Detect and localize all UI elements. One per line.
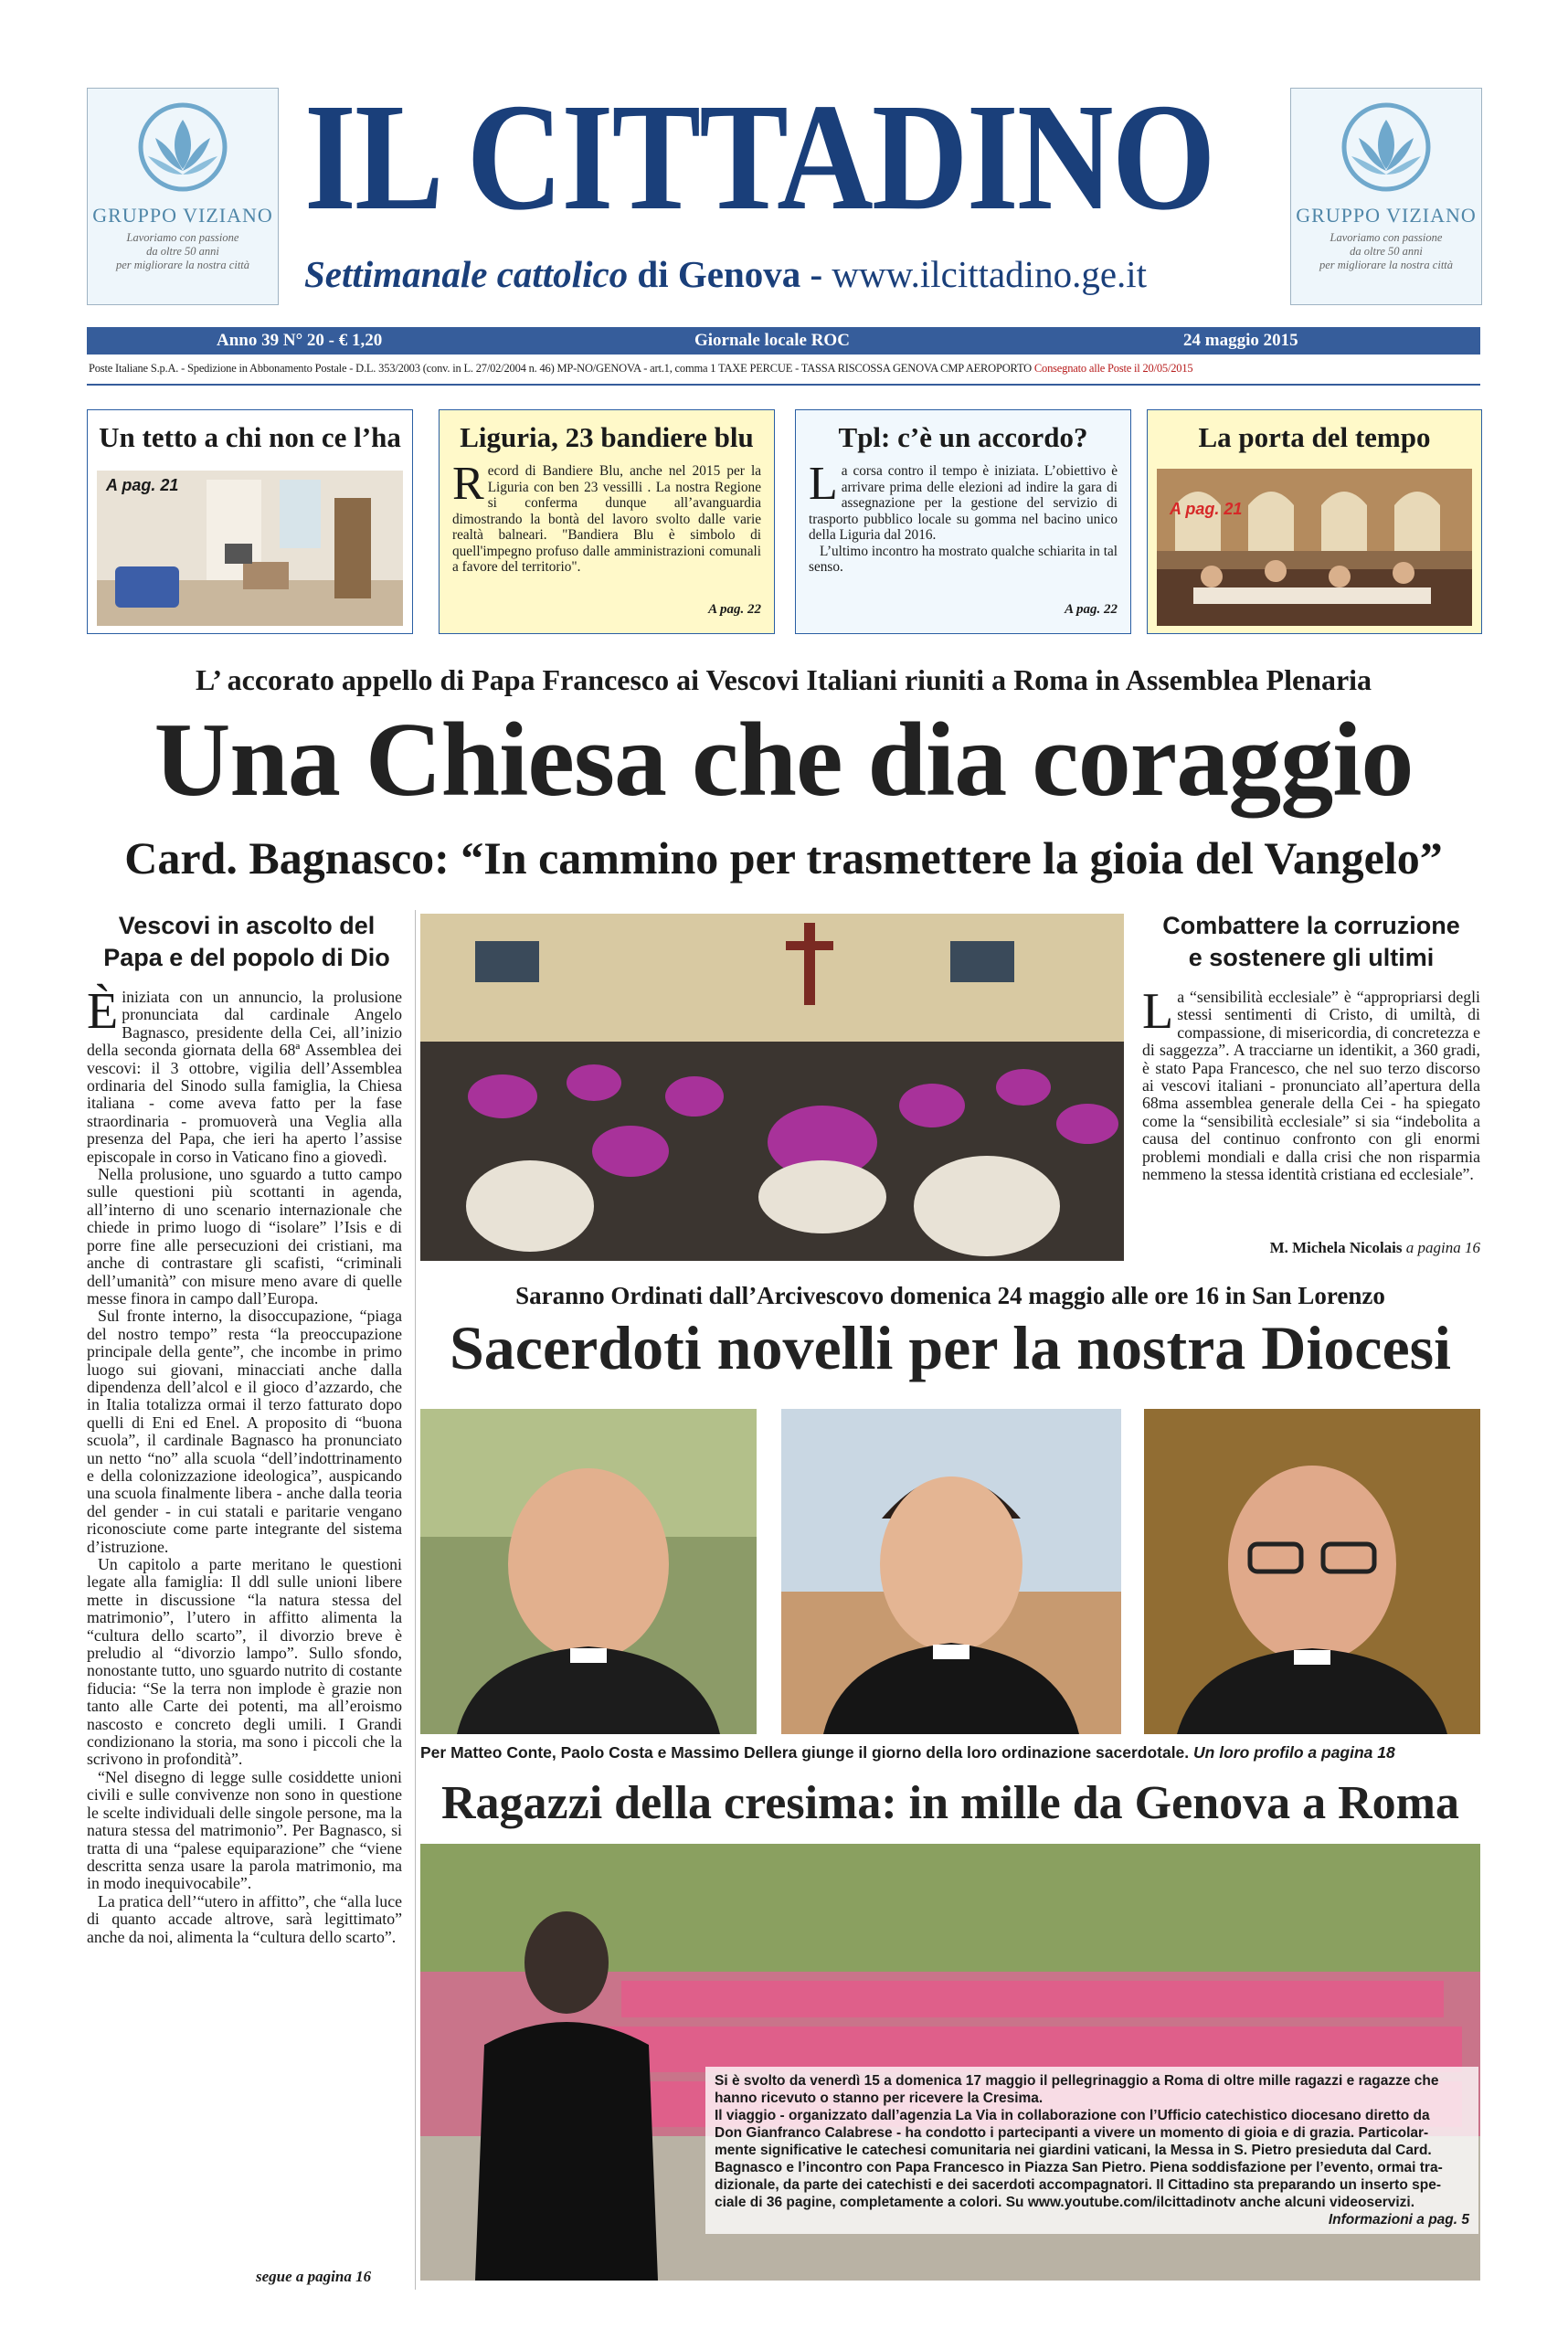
priests-caption: Per Matteo Conte, Paolo Costa e Massimo Dellera giunge il giorno della loro ordinazione sacerdotale. Un loro profilo a pagina 18 — [420, 1743, 1395, 1762]
subtitle-di: di Genova - — [628, 253, 832, 295]
left-column-body: Èiniziata con un annuncio, la prolusione pronunciata dal cardinale Angelo Bagnasco, presidente della Cei, all’inizio della seconda giornata della 68ª Assemblea dei vescovi: il 3 ottobre, vigilia dell’Assemblea ordinaria del Sinodo sulla famiglia, la Chiesa italiana - come aveva fatto per la fase straordinaria - promuoverà una Veglia alla presenza del Papa, che ieri ha aperto l’assise episcopale in corso in Vaticano fino a giovedì. Nella prolusione, uno sguardo a tutto campo sulle questioni più scottanti in agenda, all’interno di uno scenario internazionale che chiede in primo luogo di “isolare” l’Isis e di porre fine alle persecuzioni dei cristiani, ma anche di contrastare gli scafisti, “criminali dell’umanità” con misure meno avare di quelle messe finora in campo dall’Europa. Sul fronte interno, la disoccupazione, “piaga del nostro tempo” resta “la preoccupazione principale della gente”, che incombe in primo luogo sui giovani, minacciati anche dalla dipendenza dell’alcol e il gioco d’azzardo, che in Italia totalizza ormai il terzo fatturato dopo quelli di Eni ed Enel. A proposito di “buona scuola”, il cardinale Bagnasco ha pronunciato un netto “no” alla scuola “dell’indottrinamento e della colonizzazione ideologica”, auspicando una scuola finalmente libera - anche dalla teoria del gender - in cui statali e paritarie vengano riconosciute come parte integrante del sistema d’istruzione. Un capitolo a parte meritano le questioni legate alla famiglia: Il ddl sulle unioni libere mette in discussione “la natura stessa del matrimonio”, l’utero in affitto alimenta la “cultura dello scarto”, il divorzio breve è preludio al “divorzio lampo”. Sullo sfondo, nonostante tutto, uno sguardo nutrito di costante fiducia: “Se la terra non implode è grazie non tanto alle Carte dei potenti, ma all’eroismo nascosto e concreto degli umili. I Grandi condizionano la storia, ma sono i piccoli che la scrivono in profondità”. “Nel disegno di legge sulle cosiddette unioni civili e sulle convivenze non sono in questione le scelte individuali delle singole persone, ma la natura stessa del matrimonio”. Per Bagnasco, si tratta di una “palese equiparazione” che “viene descritta senza usare la parola matrimonio, ma in modo inequivocabile”. La pratica dell’“utero in affitto”, che “alla luce di quanto accade altrove, sarà legittimato” anche da noi, alimenta la “cultura dello scarto”. — [87, 983, 402, 1946]
cresima-page-ref[interactable]: Informazioni a pag. 5 — [1328, 2212, 1469, 2228]
teaser-page-ref[interactable]: A pag. 22 — [708, 602, 761, 617]
teaser-page-ref[interactable]: A pag. 22 — [1065, 602, 1118, 617]
dropcap: L — [809, 458, 838, 510]
dropcap: È — [87, 983, 119, 1040]
right-column-byline[interactable]: M. Michela Nicolais a pagina 16 — [1269, 1239, 1480, 1256]
teaser-page-ref: A pag. 21 — [106, 476, 179, 494]
priest-photo-massimo-dellera — [1144, 1409, 1480, 1734]
lotus-logo-icon — [1331, 100, 1441, 200]
teaser-title: Un tetto a chi non ce l’ha — [99, 421, 401, 453]
teaser-title: Liguria, 23 bandiere blu — [460, 421, 754, 453]
ad-tagline: Lavoriamo con passione da oltre 50 anni per migliorare la nostra città — [115, 231, 250, 271]
cresima-overlay-text: Si è svolto da venerdì 15 a domenica 17 maggio il pellegrinaggio a Roma di oltre mille ragazzi e ragazze che hanno ricevuto o stanno per ricevere la Cresima. Il viaggio - organizzato dall’agenzia La Via in collaborazione con l’Ufficio catechistico diocesano diretto da Don Gianfranco Calabrese - ha condotto i partecipanti a vivere un momento di gioia e di grazia. Particolar- mente significative le catechesi comunitaria nei giardini vaticani, la Messa in S. Pietro presieduta dal Card. Bagnasco e l’incontro con Papa Francesco in Piazza San Pietro. Piena soddisfazione per l’evento, ormai tra- dizionale, da parte dei catechisti e dei sacerdoti accompagnatori. Il Cittadino sta preparando un inserto spe- ciale di 36 pagine, completamente a colori. Su www.youtube.com/ilcittadinotv anche alcuni videoservizi. Informazioni a pag. 5 — [705, 2067, 1478, 2234]
ad-brand-name: GRUPPO VIZIANO — [1296, 204, 1477, 227]
teaser-page-ref: A pag. 21 — [1170, 500, 1243, 518]
dropcap: R — [452, 458, 484, 510]
teaser-text: Record di Bandiere Blu, anche nel 2015 per la Liguria con ben 23 vessilli . La nostra Regione si conferma dunque all’avanguardia dimostrando la bontà del lavoro svolto dalle varie realtà balneari. "Bandiera Blu è simbolo di quell'impegno profuso dalle amministrazioni comunali a favore del territorio". — [452, 458, 761, 575]
lead-kicker: L’ accorato appello di Papa Francesco ai Vescovi Italiani riuniti a Roma in Assemblea Plenaria — [195, 663, 1372, 696]
postal-rule — [87, 384, 1480, 386]
roc-label: Giornale locale ROC — [694, 331, 850, 350]
priest-photo-matteo-conte — [420, 1409, 757, 1734]
website-link[interactable]: www.ilcittadino.ge.it — [832, 253, 1148, 295]
issue-number: Anno 39 N° 20 - € 1,20 — [217, 331, 383, 350]
priests-headline: Sacerdoti novelli per la nostra Diocesi — [449, 1313, 1452, 1382]
subtitle-italic: Settimanale cattolico — [304, 253, 629, 295]
teaser-photo-cloister — [1157, 469, 1472, 626]
lead-headline: Una Chiesa che dia coraggio — [154, 702, 1414, 819]
teaser-title: La porta del tempo — [1198, 421, 1431, 453]
teaser-bandiere-blu[interactable] — [439, 409, 775, 634]
ad-brand-name: GRUPPO VIZIANO — [92, 204, 273, 227]
masthead-subtitle — [304, 252, 1147, 296]
teaser-un-tetto[interactable] — [87, 409, 413, 634]
ad-tagline: Lavoriamo con passione da oltre 50 anni per migliorare la nostra città — [1319, 231, 1454, 271]
cresima-group-photo — [420, 1844, 1480, 2281]
left-column-heading: Vescovi in ascolto del Papa e del popolo di Dio — [103, 912, 390, 971]
ad-box-left[interactable] — [87, 88, 279, 305]
teaser-text: La corsa contro il tempo è iniziata. L’obiettivo è arrivare prima delle elezioni ad indire la gara di assegnazione per la gestione del servizio di trasporto pubblico locale su gomma nel bacino unico della Liguria dal 2016. L’ultimo incontro ha mostrato qualche schiarita in tal senso. — [809, 458, 1118, 575]
teaser-tpl-accordo[interactable] — [795, 409, 1131, 634]
teaser-title: Tpl: c’è un accordo? — [838, 421, 1088, 453]
right-column-body: La “sensibilità ecclesiale” è “appropriarsi degli stessi sentimenti di Cristo, di umiltà, di compassione, di misericordia, di concretezza e di saggezza”. A tracciarne un identikit, a 360 gradi, è stato Papa Francesco, che nel suo terzo discorso ai vescovi italiani - pronunciato all’apertura della 68ma assemblea generale della Cei - ha spiegato come la “sensibilità ecclesiale” si sia “indebolita a causa del continuo confronto con gli enormi problemi mondiali e dalla crisi che non risparmia nemmeno la stessa identità cristiana ed ecclesiale”. — [1142, 983, 1480, 1184]
postal-notice: Poste Italiane S.p.A. - Spedizione in Abbonamento Postale - D.L. 353/2003 (conv. in L. 27/02/2004 n. 46) MP-NO/GENOVA - art.1, comma 1 TAXE PERCUE - TASSA RISCOSSA GENOVA CMP AEROPORTO Consegnato alle Poste il 20/05/2015 — [89, 362, 1193, 375]
ad-box-right[interactable] — [1290, 88, 1482, 305]
bishops-assembly-photo — [420, 914, 1124, 1261]
priest-photo-paolo-costa — [781, 1409, 1121, 1734]
right-column-heading: Combattere la corruzione e sostenere gli ultimi — [1162, 912, 1460, 971]
column-divider — [415, 910, 416, 2290]
priests-kicker: Saranno Ordinati dall’Arcivescovo domenica 24 maggio alle ore 16 in San Lorenzo — [515, 1282, 1385, 1309]
masthead-title: IL CITTADINO — [304, 72, 1214, 242]
dropcap: L — [1142, 983, 1174, 1040]
lead-subhead: Card. Bagnasco: “In cammino per trasmettere la gioia del Vangelo” — [124, 832, 1443, 884]
teaser-porta-del-tempo[interactable] — [1147, 409, 1482, 634]
issue-info-bar — [87, 327, 1480, 355]
postal-delivery-date: Consegnato alle Poste il 20/05/2015 — [1031, 362, 1193, 375]
issue-date: 24 maggio 2015 — [1183, 331, 1298, 350]
cresima-headline: Ragazzi della cresima: in mille da Genova a Roma — [440, 1777, 1459, 1829]
teaser-photo-room — [97, 471, 403, 626]
continued-link[interactable]: segue a pagina 16 — [256, 2268, 372, 2285]
lotus-logo-icon — [128, 100, 238, 200]
